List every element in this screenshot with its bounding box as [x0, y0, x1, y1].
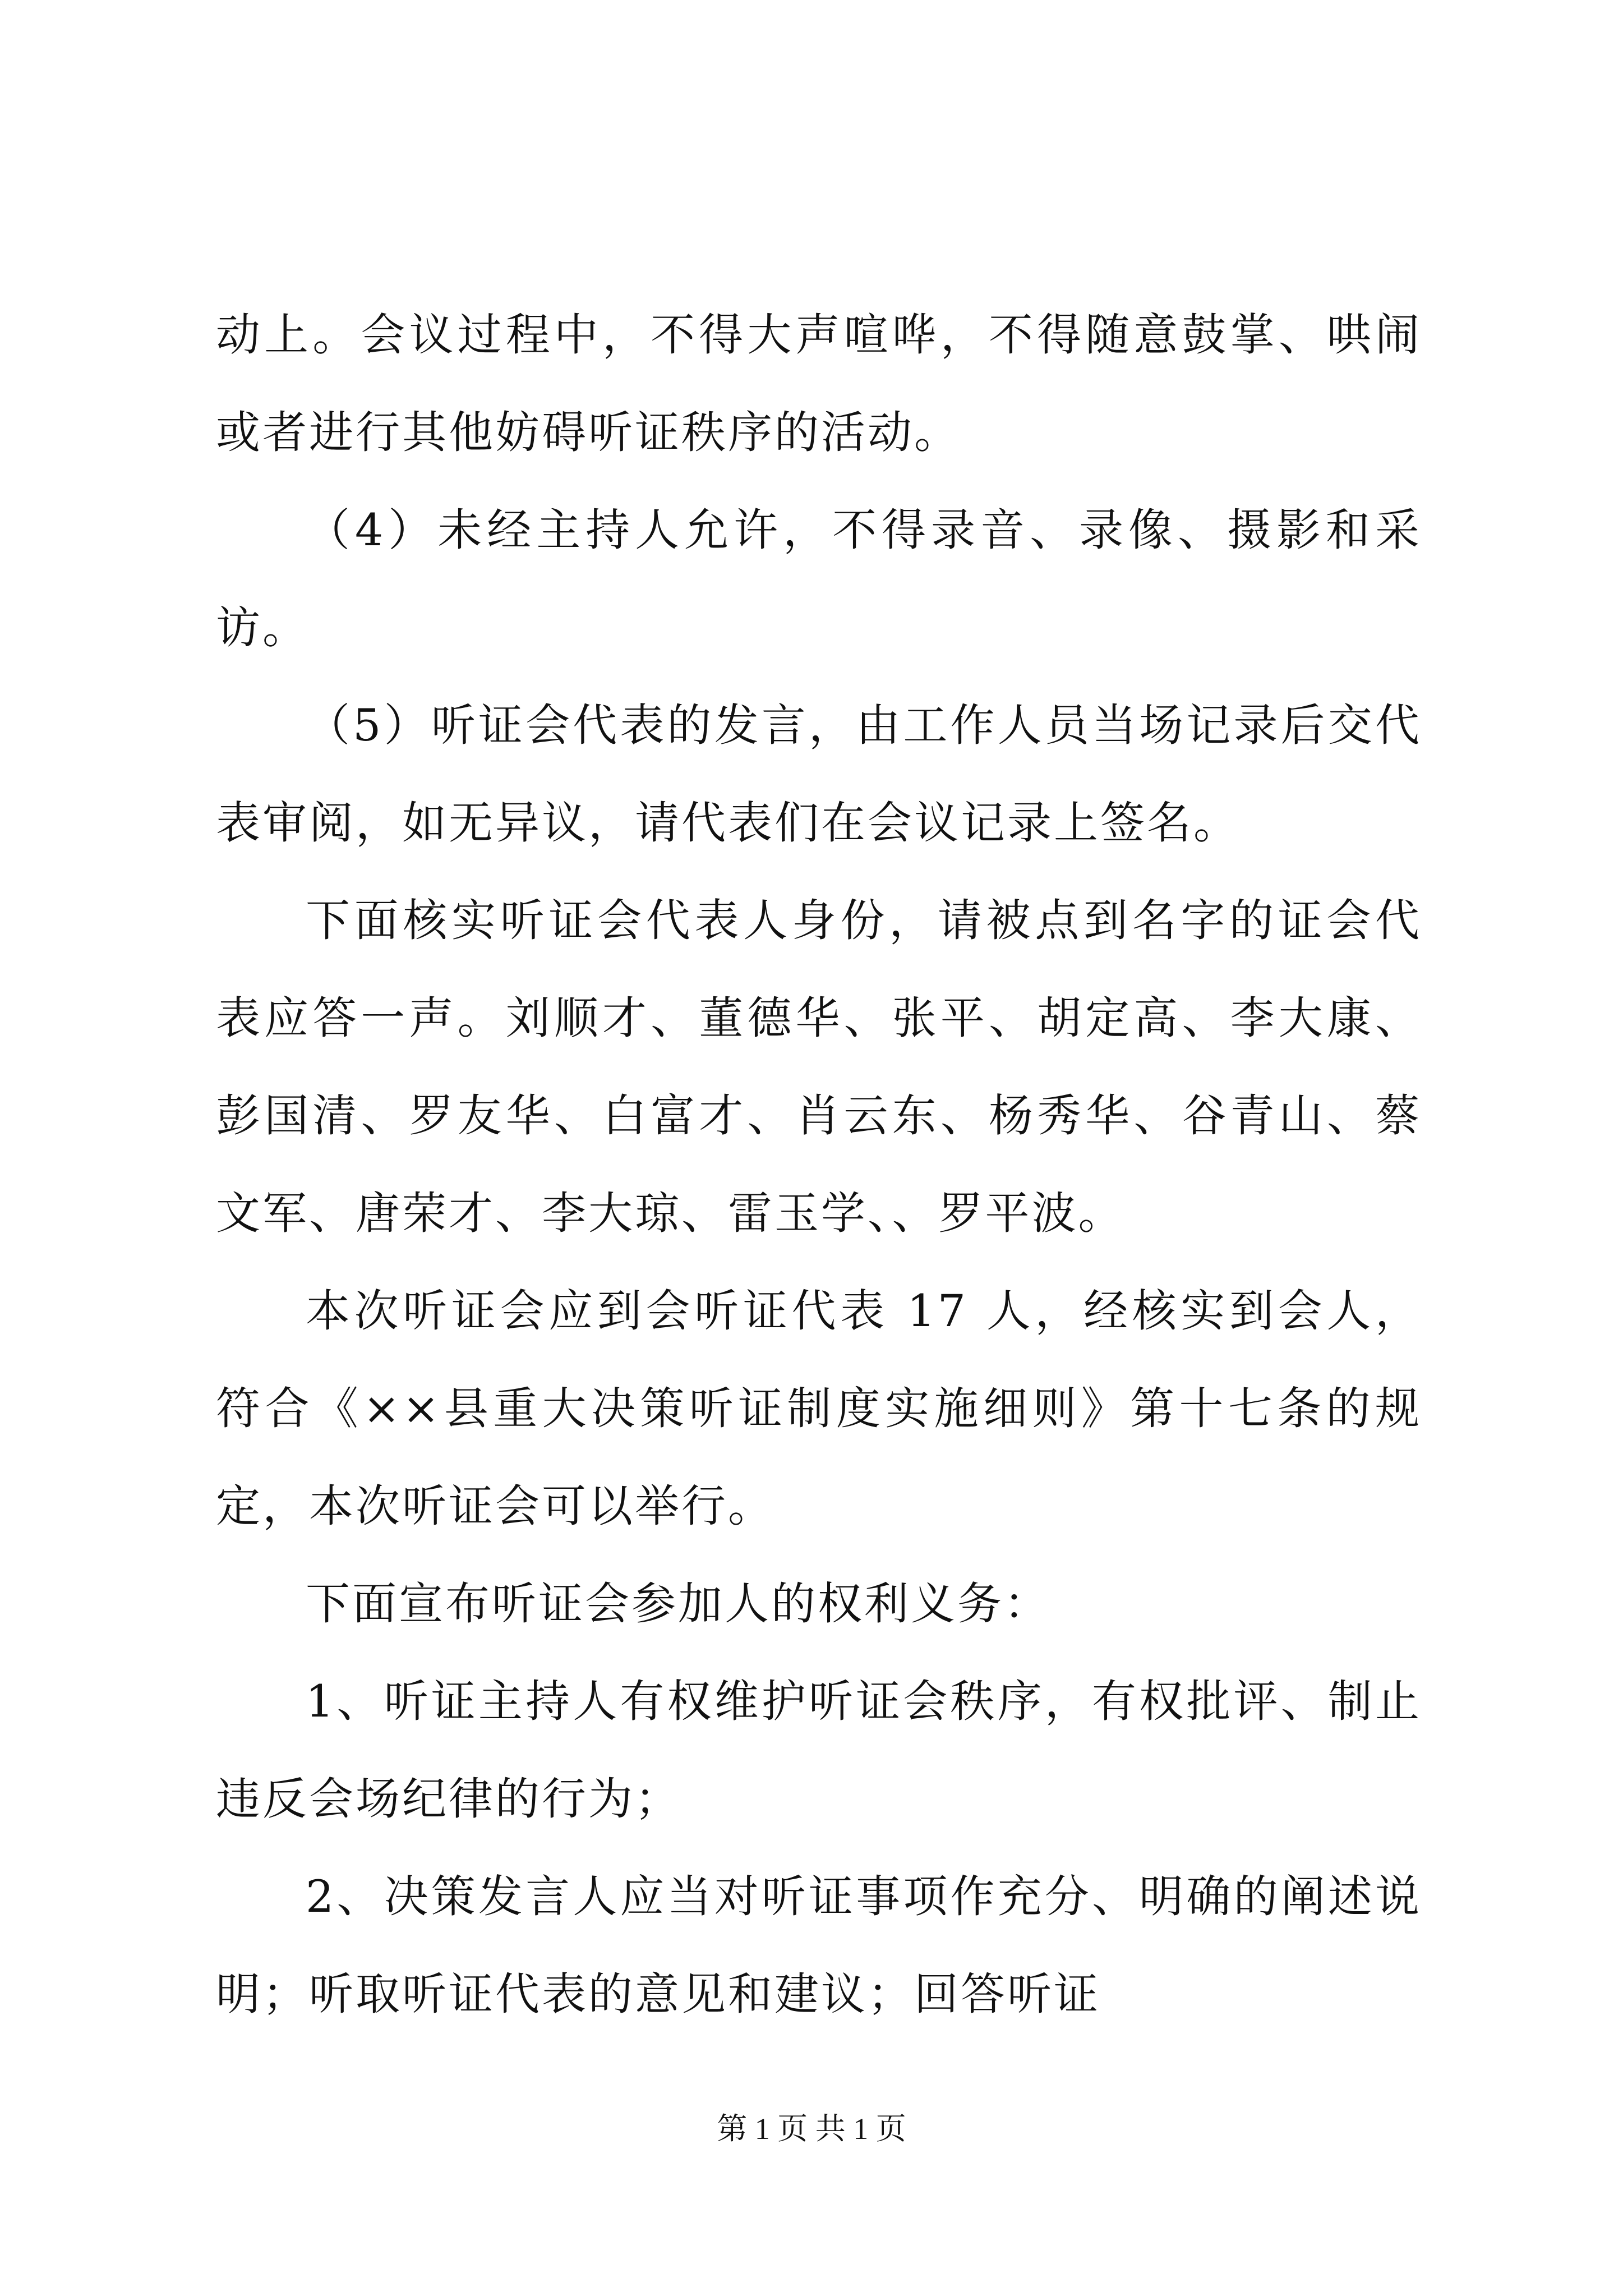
paragraph-continuation: 动上。会议过程中，不得大声喧哗，不得随意鼓掌、哄闹或者进行其他妨碍听证秩序的活动。: [216, 309, 1422, 458]
paragraph-rule-4: （4）未经主持人允许，不得录音、录像、摄影和采访。: [216, 504, 1422, 654]
paragraph-right-2: 2、决策发言人应当对听证事项作充分、明确的阐述说明；听取听证代表的意见和建议；回答听证: [216, 1871, 1422, 2020]
document-body: [216, 286, 1422, 2043]
paragraph-roll-call: 下面核实听证会代表人身份，请被点到名字的证会代表应答一声。刘顺才、董德华、张平、胡定高、李大康、彭国清、罗友华、白富才、肖云东、杨秀华、谷青山、蔡文军、唐荣才、李大琼、雷玉学、、罗平波。: [216, 895, 1422, 1239]
paragraph-right-1: 1、听证主持人有权维护听证会秩序，有权批评、制止违反会场纪律的行为；: [216, 1676, 1422, 1825]
paragraph-rights-intro: 下面宣布听证会参加人的权利义务：: [306, 1578, 1050, 1630]
paragraph-rule-5: （5）听证会代表的发言，由工作人员当场记录后交代表审阅，如无异议，请代表们在会议记录上签名。: [216, 700, 1422, 849]
page-number-footer: 第 1 页 共 1 页: [717, 2112, 906, 2146]
paragraph-attendance: 本次听证会应到会听证代表 17 人，经核实到会人，符合《××县重大决策听证制度实施细则》第十七条的规定，本次听证会可以举行。: [216, 1285, 1422, 1532]
